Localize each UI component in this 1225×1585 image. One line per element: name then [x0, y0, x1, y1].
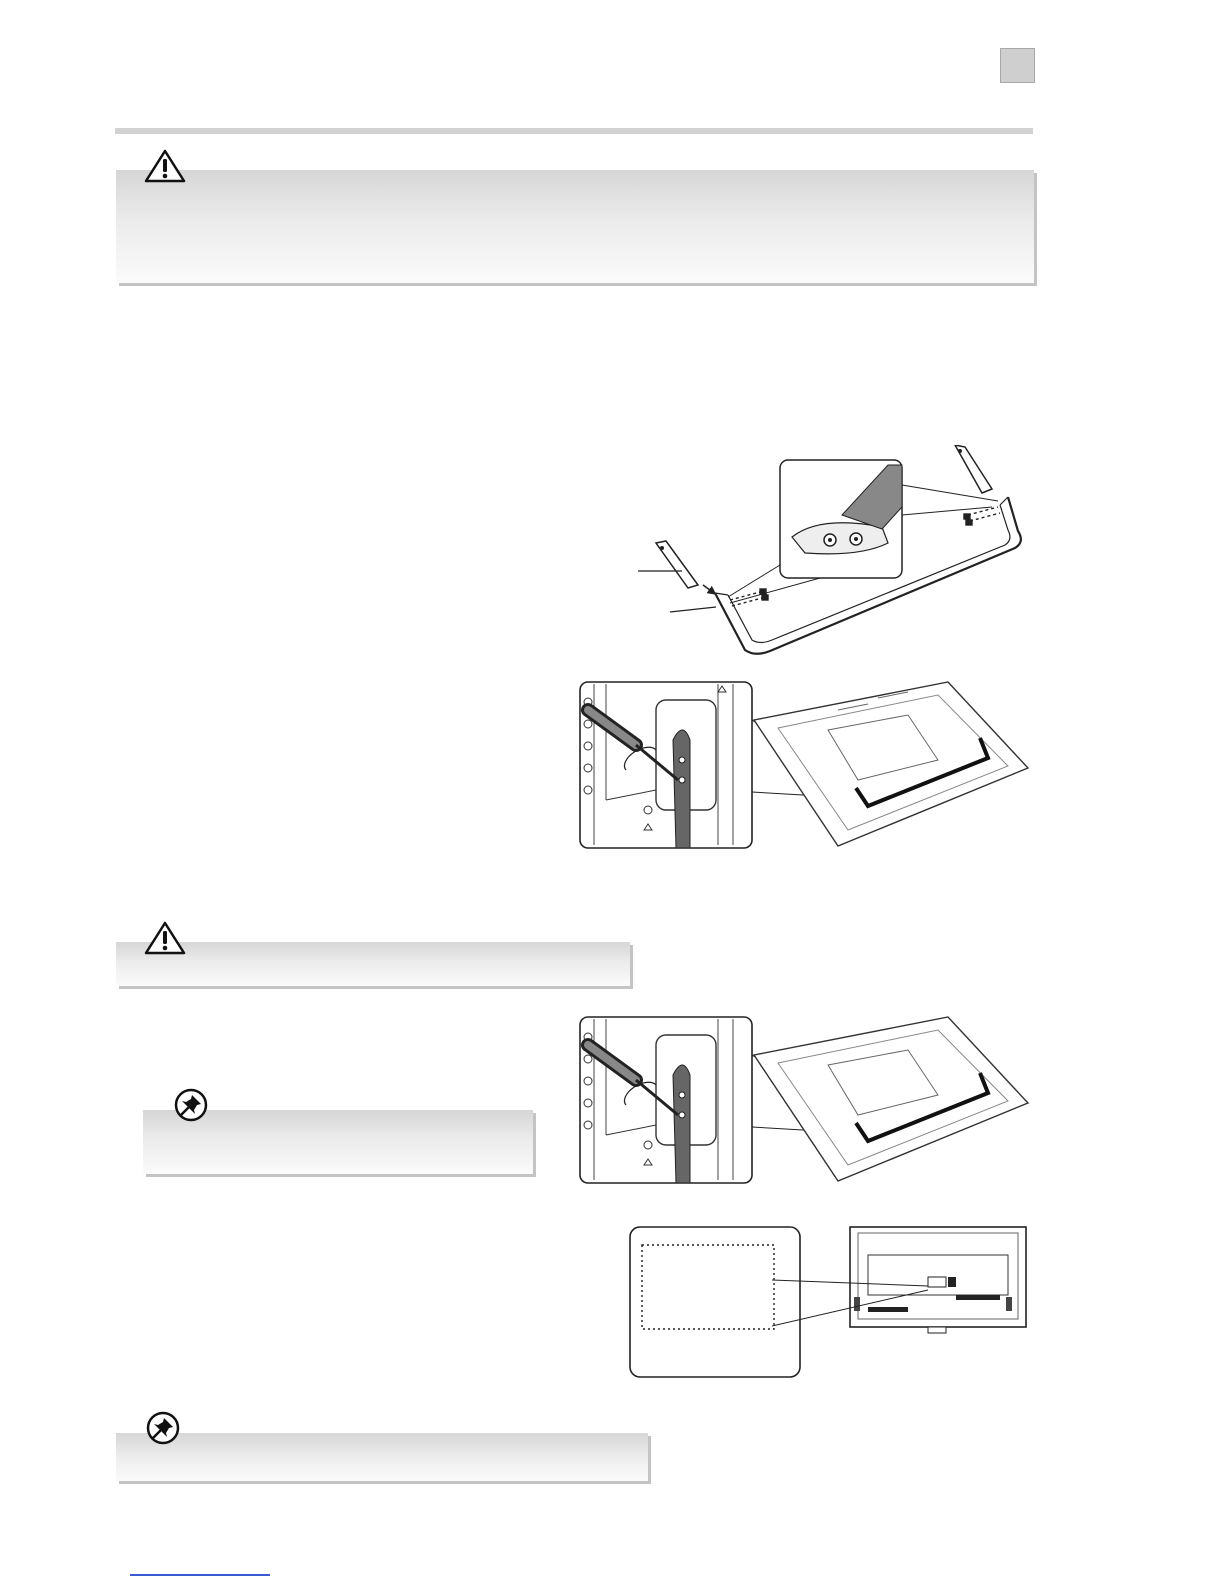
stand-mounting-illustration-repeat — [578, 1015, 1030, 1187]
note-box — [116, 1433, 648, 1481]
caution-box — [116, 942, 630, 986]
pushpin-icon — [145, 1410, 181, 1446]
screwdriver-callout — [580, 682, 752, 848]
warning-triangle-icon — [143, 920, 187, 956]
stand-mounting-illustration — [578, 680, 1030, 852]
tv-back-panel — [754, 682, 1028, 846]
callout-leader-lines — [772, 1270, 948, 1330]
caution-box — [116, 170, 1034, 283]
section-divider — [115, 128, 1033, 134]
stand-assembly-illustration — [620, 445, 1030, 655]
footer-link-underline[interactable] — [130, 1574, 270, 1576]
pushpin-icon — [173, 1087, 209, 1123]
page-number-tab — [1000, 48, 1035, 83]
warning-triangle-icon — [143, 148, 187, 184]
